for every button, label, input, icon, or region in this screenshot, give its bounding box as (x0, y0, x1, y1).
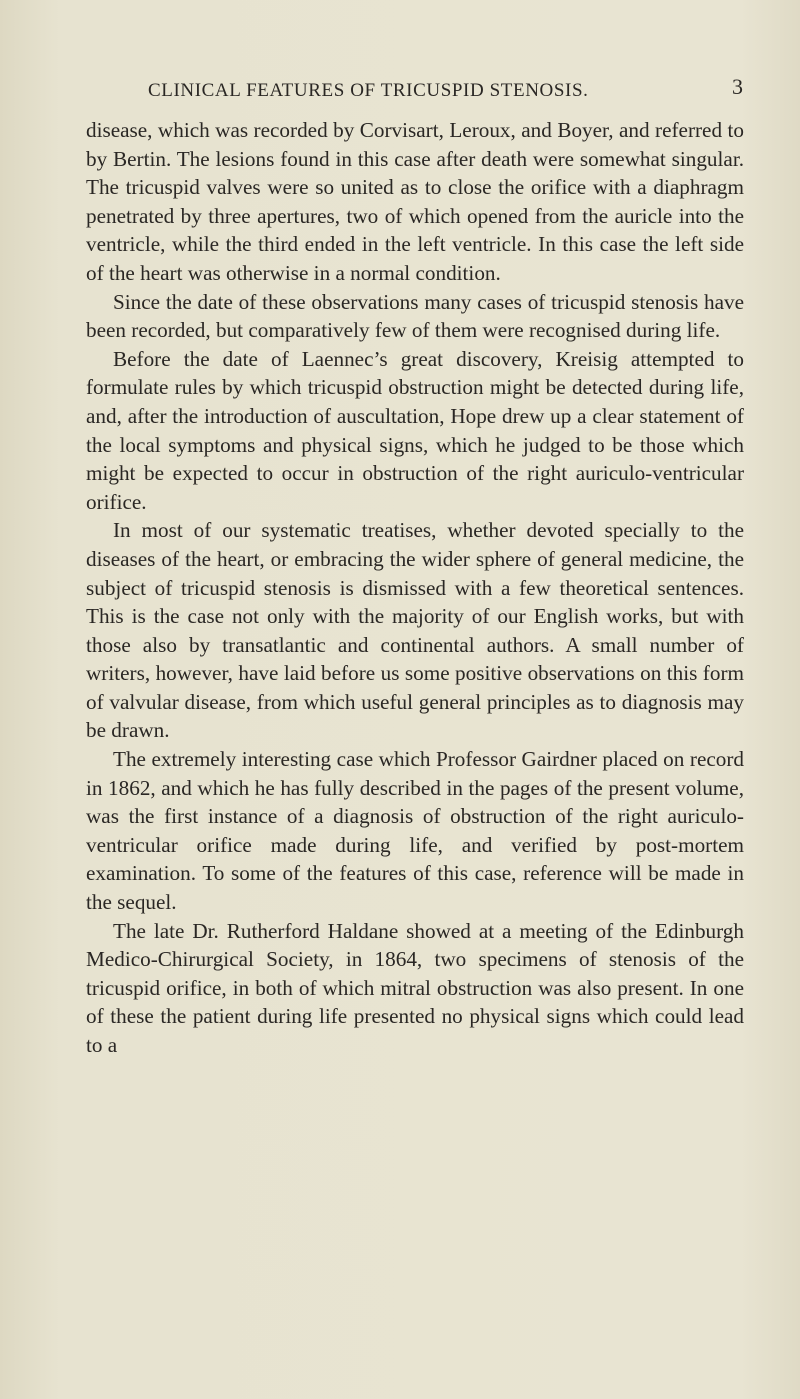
body-text (86, 116, 744, 1060)
running-title: CLINICAL FEATURES OF TRICUSPID STENOSIS. (148, 80, 589, 101)
paragraph: Before the date of Laennec’s great discovery, Kreisig attempted to formulate rules by which tricuspid obstruction might be detected during life, and, after the introduction of auscultation, Hope drew up a clear statement of the local symptoms and physical signs, which he judged to be those which might be expected to occur in obstruction of the right auriculo-ventricular orifice. (86, 346, 744, 514)
paragraph: Since the date of these observations many cases of tricuspid stenosis have been recorded, but comparatively few of them were recognised during life. (86, 289, 744, 343)
page-number: 3 (732, 74, 743, 99)
paragraph: In most of our systematic treatises, whether devoted specially to the diseases of the heart, or embracing the wider sphere of general medicine, the subject of tricuspid stenosis is dismissed with a few theoretical sentences. This is the case not only with the majority of our English works, but with those also by transatlantic and continental authors. A small number of writers, however, have laid before us some positive observations on this form of valvular disease, from which useful general principles as to diagnosis may be drawn. (86, 518, 744, 743)
paragraph: The late Dr. Rutherford Haldane showed at a meeting of the Edinburgh Medico-Chirurgical Society, in 1864, two specimens of stenosis of the tricuspid orifice, in both of which mitral obstruction was also present. In one of these the patient during life presented no physical signs which could lead to a (86, 918, 744, 1057)
paragraph: The extremely interesting case which Professor Gairdner placed on record in 1862, and which he has fully described in the pages of the present volume, was the first instance of a diagnosis of obstruction of the right auriculo-ventricular orifice made during life, and verified by post-mortem examination. To some of the features of this case, reference will be made in the sequel. (86, 747, 744, 915)
paragraph-continuation: disease, which was recorded by Corvisart, Leroux, and Boyer, and referred to by Bertin. The lesions found in this case after death were somewhat singular. The tricuspid valves were so united as to close the orifice with a diaphragm penetrated by three apertures, two of which opened from the auricle into the ventricle, while the third ended in the left ventricle. In this case the left side of the heart was otherwise in a normal condition. (86, 118, 744, 285)
